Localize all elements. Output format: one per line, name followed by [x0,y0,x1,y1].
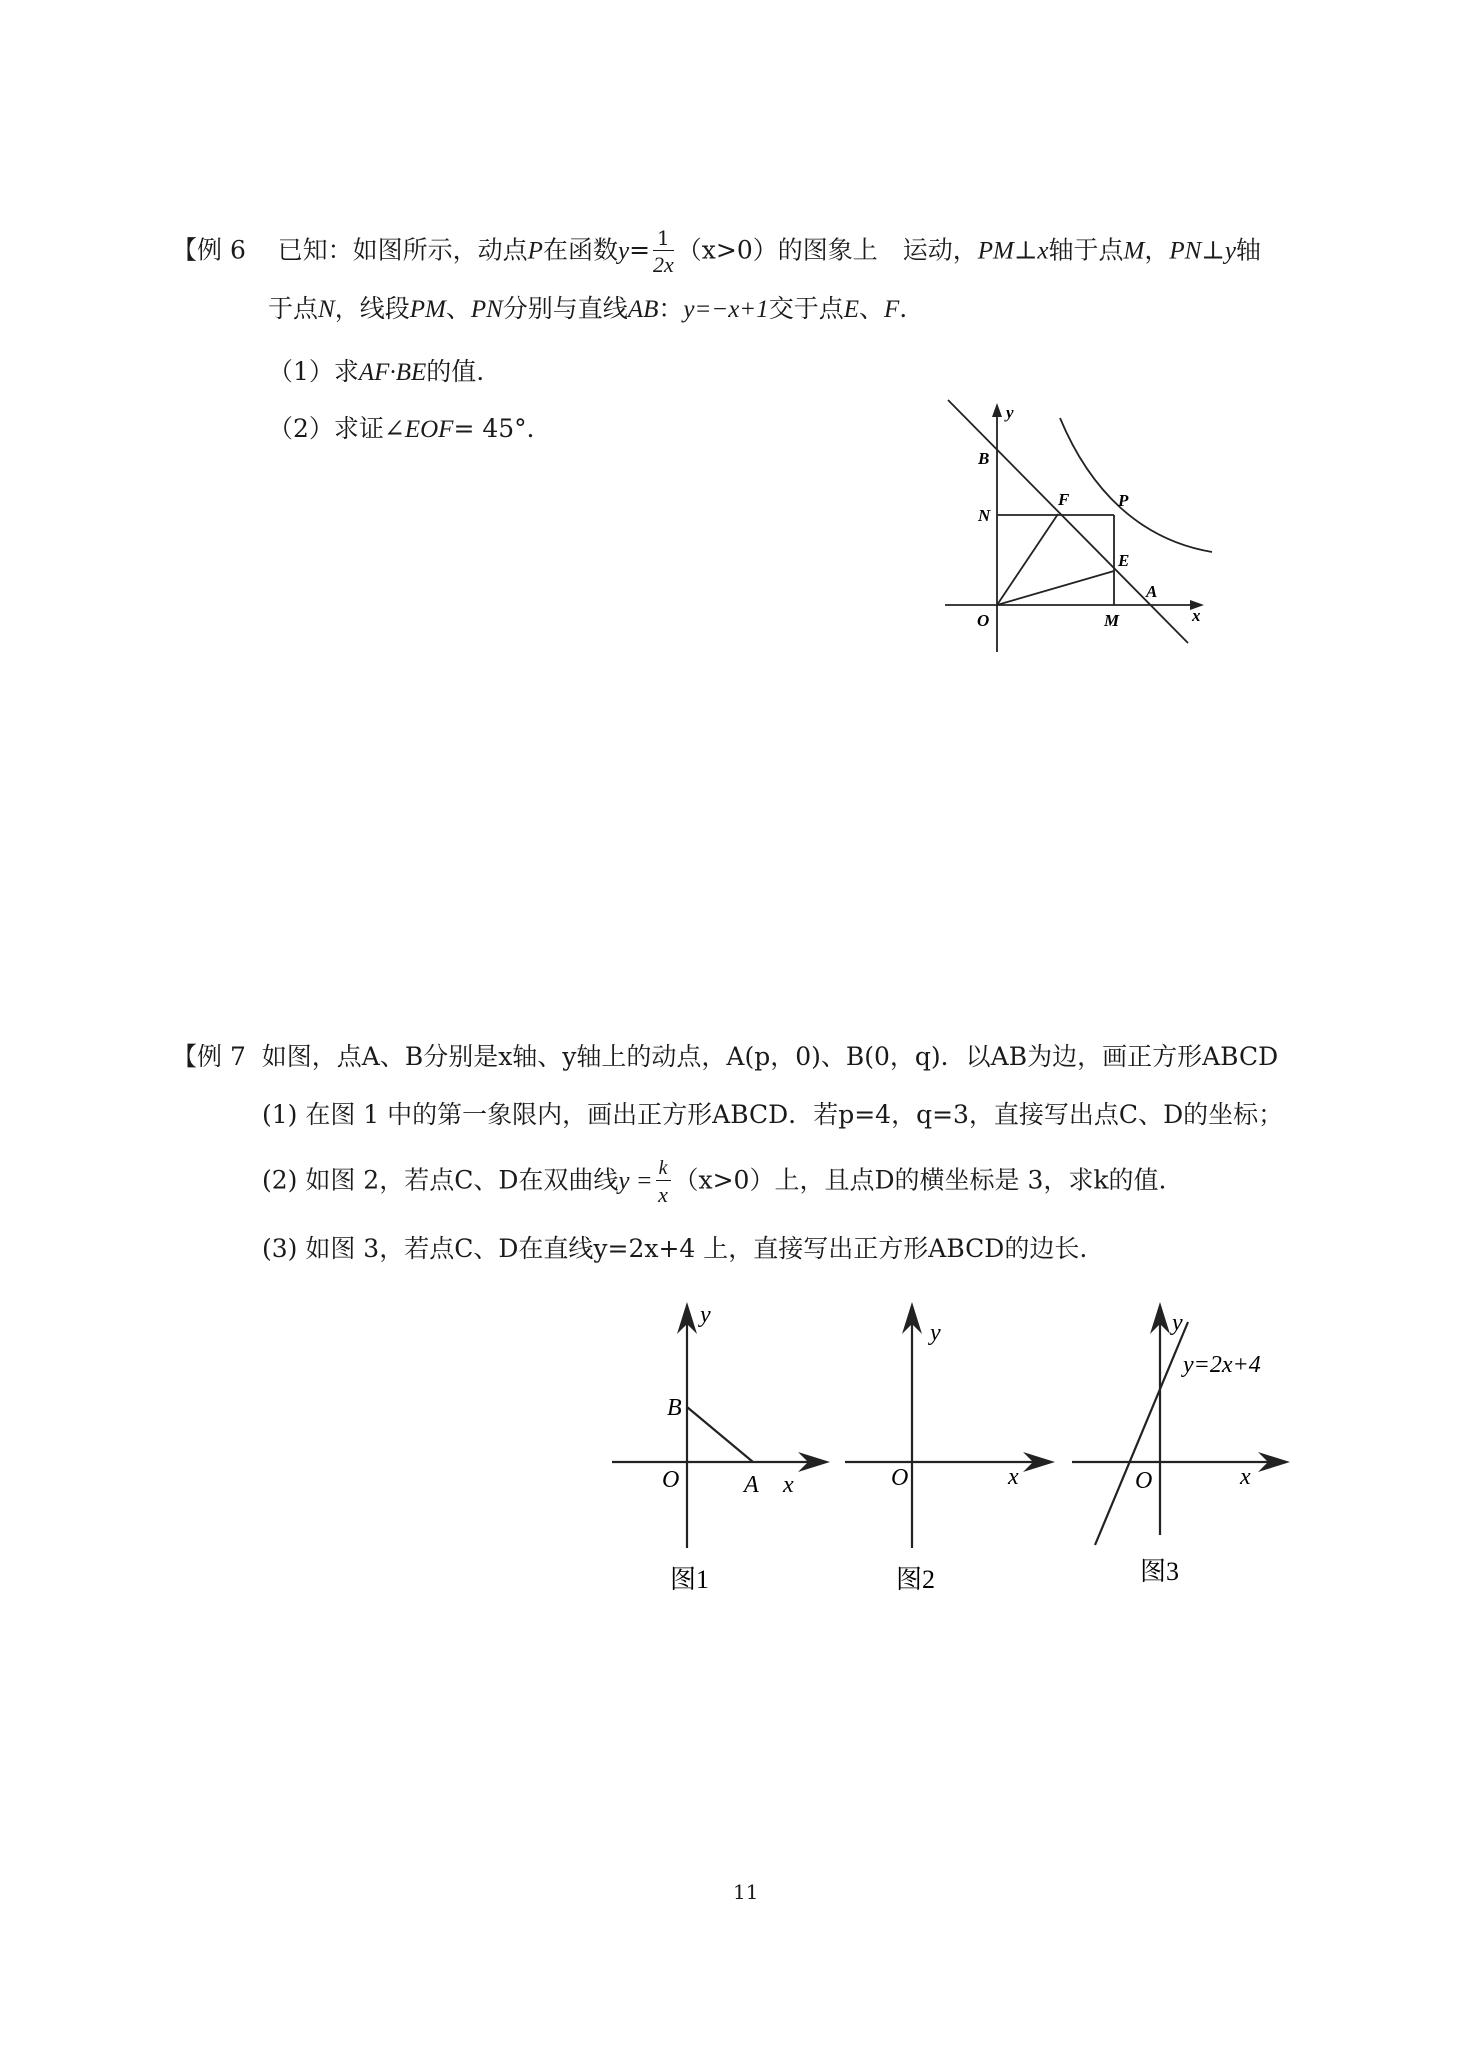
ex7-fig1 [612,1302,830,1594]
ex7-fig3 [1072,1302,1290,1586]
ex6-label-f: F [1058,490,1070,509]
ex7-question-2: (2) 如图 2，若点C、D在双曲线y = $\frac{k}{x}$ （x>0）上，且点D的横坐标是 3，求k的值. [262,1157,1167,1207]
ex7-fig3-label-o: O [1135,1468,1153,1494]
ex7-question-1: (1) 在图 1 中的第一象限内，画出正方形ABCD．若p=4，q=3，直接写出点C、D的坐标； [262,1100,1284,1129]
ex7-tag: 【例 7 [172,1042,246,1071]
ex6-label-o: O [977,611,990,630]
ex6-label-n: N [978,506,991,525]
ex7-stem: 【例 7 如图，点A、B分别是x轴、y轴上的动点，A(p，0)、B(0，q)．以AB为边，画正方形ABCD [172,1042,1279,1071]
ex7-fig1-caption: 图1 [670,1565,710,1594]
ex6-line-2: 于点N，线段PM、PN分别与直线AB：y=−x+1交于点E、F. [268,294,908,323]
ex7-fraction: $\frac{k}{x}$ [656,1158,671,1206]
ex7-fig1-label-o: O [662,1467,680,1493]
ex7-fig3-label-y: y [1172,1310,1183,1336]
ex6-label-a: A [1146,582,1158,601]
ex7-fig2-caption: 图2 [896,1565,936,1594]
ex6-question-1: （1）求AF·BE的值. [268,357,485,386]
ex7-fig2-label-y: y [930,1320,941,1346]
ex7-fig1-label-y: y [700,1302,711,1328]
ex6-label-e: E [1118,551,1130,570]
ex7-fig1-label-b: B [667,1395,682,1421]
ex7-fig2-label-x: x [1008,1464,1019,1490]
ex7-fig1-label-a: A [744,1472,759,1498]
page-number: 11 [733,1880,759,1904]
ex6-fraction: $\frac{1}{2x}$ [653,226,674,277]
ex7-fig1-label-x: x [783,1472,794,1498]
ex7-fig3-label-x: x [1240,1464,1251,1490]
ex6-label-p: P [1118,491,1129,510]
ex7-fig1-segment-ab [687,1407,753,1462]
ex6-label-y: y [1006,403,1014,422]
ex6-label-m: M [1104,611,1120,630]
ex7-question-3: (3) 如图 3，若点C、D在直线y=2x+4 上，直接写出正方形ABCD的边长. [262,1234,1088,1263]
ex6-line-1: 【例 6 已知：如图所示，动点P在函数y= $\frac{1}{2x}$ （x>0）的图象上 运动，PM⊥x轴于点M，PN⊥y轴 [172,226,1261,277]
ex6-label-b: B [978,449,990,468]
ex7-fig3-caption: 图3 [1140,1557,1180,1586]
ex7-fig3-line-label: y=2x+4 [1183,1352,1261,1378]
ex6-label-x: x [1192,606,1201,625]
ex6-tag: 【例 6 [172,235,246,265]
ex6-question-2: （2）求证∠EOF= 45°． [268,414,552,443]
ex7-fig3-line [1095,1322,1188,1545]
ex7-fig2-label-o: O [891,1465,909,1491]
ex7-fig2 [845,1302,1055,1594]
